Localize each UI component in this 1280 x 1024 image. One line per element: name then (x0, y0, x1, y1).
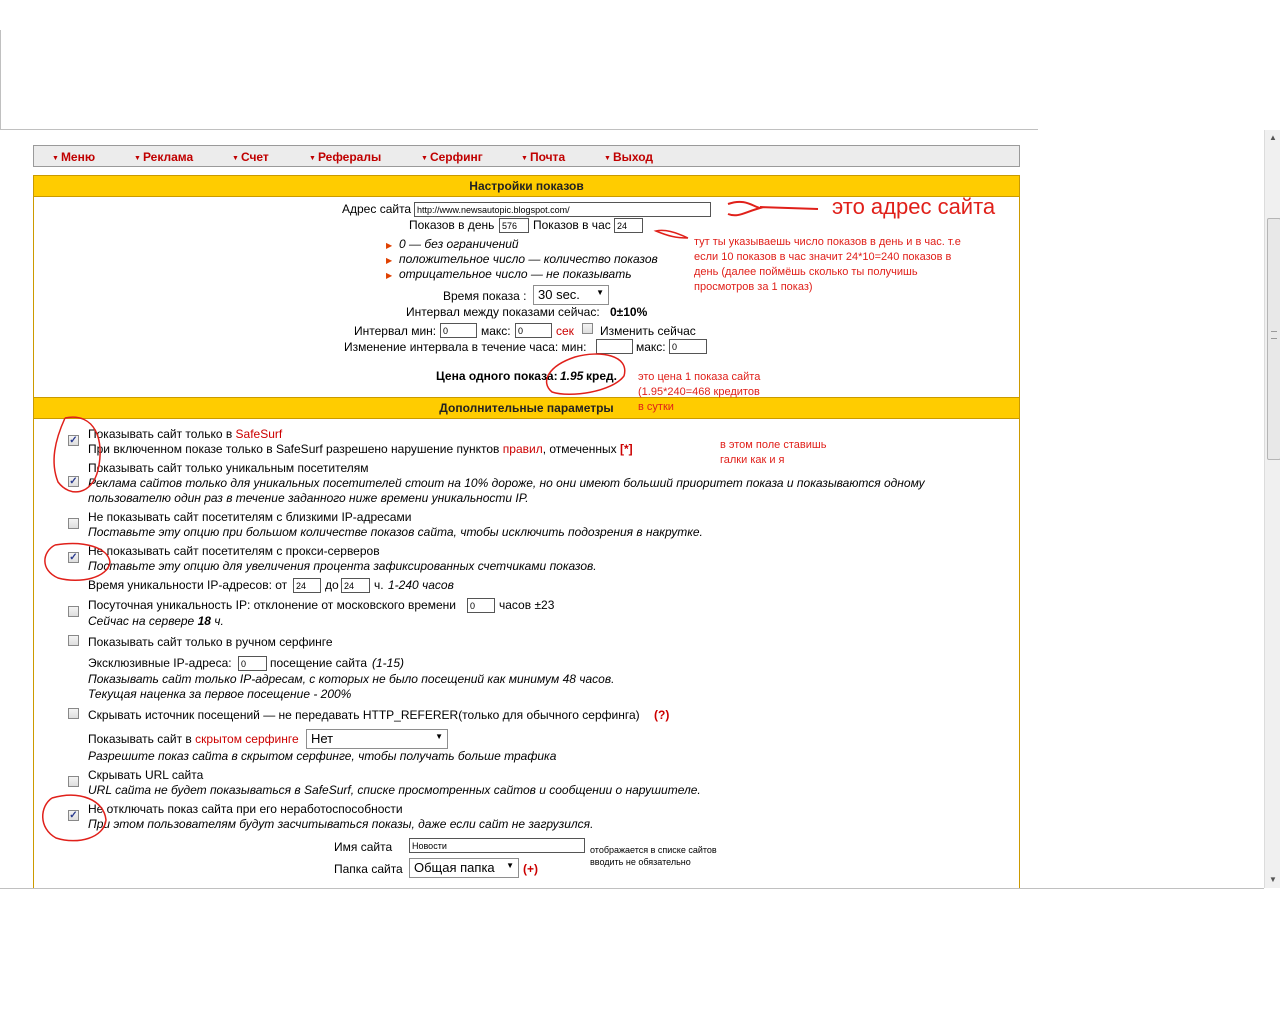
annotation-checks-2: галки как и я (720, 454, 785, 466)
chevron-down-icon: ▼ (596, 288, 604, 297)
close-ip-desc: Поставьте эту опцию при большом количестве показов сайта, чтобы исключить подозрения в накрутке. (88, 525, 703, 539)
interval-max-label: макс: (481, 324, 511, 338)
menu-arrow-icon: ▼ (604, 155, 611, 162)
price-label: Цена одного показа: (436, 369, 558, 383)
uniq-time-range: 1-240 часов (388, 578, 454, 592)
annotation-address: это адрес сайта (832, 194, 996, 219)
proxy-label: Не показывать сайт посетителям с прокси-серверов (88, 544, 380, 558)
menu-label: Счет (240, 150, 269, 164)
annotation-views-3: день (далее поймёшь сколько ты получишь (694, 266, 918, 278)
hide-url-label: Скрывать URL сайта (88, 768, 204, 782)
menu-arrow-icon: ▼ (232, 155, 239, 162)
grip-icon (1271, 331, 1277, 339)
scroll-up-icon[interactable]: ▲ (1269, 133, 1277, 142)
menu-arrow-icon: ▼ (421, 155, 428, 162)
daily-hours: часов ±23 (499, 598, 555, 612)
site-address-label: Адрес сайта (342, 202, 412, 216)
annotation-price-1: это цена 1 показа сайта (638, 371, 761, 383)
site-name-hint2: вводить не обязательно (590, 857, 691, 867)
menu-label: Серфинг (429, 150, 483, 164)
interval-now-value: 0±10% (610, 305, 648, 319)
hidden-surf-desc: Разрешите показ сайта в скрытом серфинге, чтобы получать больше трафика (88, 749, 557, 763)
interval-now-label: Интервал между показами сейчас: (406, 305, 600, 319)
checkbox-circle-2 (45, 544, 110, 581)
per-hour-label: Показов в час (533, 218, 611, 232)
rules-link[interactable]: правил (502, 442, 543, 456)
chevron-down-icon: ▼ (435, 732, 443, 741)
menu-label: Меню (60, 150, 96, 164)
hidden-surf-text: Показывать сайт в (88, 732, 196, 746)
annotation-views-2: если 10 показов в час значит 24*10=240 показов в (694, 251, 952, 263)
unique-visitors-desc1: Реклама сайтов только для уникальных посетителей стоит на 10% дороже, но они имеют больший приоритет показа и показываются одному (88, 476, 925, 490)
hidden-surf-link[interactable]: скрытом серфинге (195, 732, 299, 746)
menu-label: Рефералы (317, 150, 382, 164)
star-mark: [*] (619, 442, 633, 456)
safesurf-desc-text2: , отмеченных (542, 442, 620, 456)
safesurf-link[interactable]: SafeSurf (235, 427, 283, 441)
menu-arrow-icon: ▼ (134, 155, 141, 162)
safesurf-checkbox[interactable]: ✓ (69, 435, 78, 446)
server-time-text: Сейчас на сервере (88, 614, 195, 628)
hide-url-desc: URL сайта не будет показываться в SafeSurf, списке просмотренных сайтов и сообщении о нарушителе. (88, 783, 701, 797)
folder-label: Папка сайта (334, 862, 403, 876)
folder-value: Общая папка (414, 860, 495, 875)
site-name-hint1: отображается в списке сайтов (590, 845, 717, 855)
proxy-checkbox[interactable]: ✓ (69, 552, 78, 563)
no-disable-checkbox[interactable]: ✓ (69, 810, 78, 821)
annotation-views-4: просмотров за 1 показ) (694, 281, 813, 293)
uniq-time-hours: ч. (374, 578, 384, 592)
uniq-time-to-label: до (325, 578, 339, 592)
hide-referer-label: Скрывать источник посещений — не передавать HTTP_REFERER(только для обычного серфинга) (88, 708, 640, 722)
menu-label: Почта (529, 150, 566, 164)
per-day-label: Показов в день (409, 218, 495, 232)
menu-arrow-icon: ▼ (309, 155, 316, 162)
checkbox-circle-1 (54, 417, 100, 492)
exclusive-desc2: Текущая наценка за первое посещение - 200% (88, 687, 352, 701)
price-value: 1.95 (560, 369, 584, 383)
chevron-down-icon: ▼ (506, 861, 514, 870)
exclusive-range: (1-15) (372, 656, 405, 670)
menu-label: Реклама (142, 150, 194, 164)
bullet-icon: ▶ (386, 271, 393, 280)
scroll-down-icon[interactable]: ▼ (1269, 875, 1277, 884)
safesurf-desc-text: При включенном показе только в SafeSurf разрешено нарушение пунктов (88, 442, 503, 456)
hint-positive: положительное число — количество показов (399, 252, 658, 266)
hint-unlimited: 0 — без ограничений (399, 237, 519, 251)
hint-negative: отрицательное число — не показывать (399, 267, 632, 281)
add-folder-link[interactable]: (+) (523, 862, 538, 876)
server-time-hour: 18 (197, 614, 211, 628)
daily-unique-label: Посуточная уникальность IP: отклонение от московского времени (88, 598, 456, 612)
no-disable-label: Не отключать показ сайта при его неработоспособности (88, 802, 403, 816)
server-time-unit: ч. (214, 614, 224, 628)
price-circle (547, 354, 625, 394)
site-name-label: Имя сайта (334, 840, 393, 854)
menu-arrow-icon: ▼ (52, 155, 59, 162)
annotation-price-3: в сутки (638, 401, 674, 413)
checkbox-circle-3 (43, 795, 106, 840)
bullet-icon: ▶ (386, 241, 393, 250)
arrow-to-address (728, 202, 818, 216)
hide-referer-help[interactable]: (?) (654, 708, 670, 722)
interval-hour-max-label: макс: (636, 340, 666, 354)
interval-min-label: Интервал мин: (354, 324, 437, 338)
exclusive-ip-label: Эксклюзивные IP-адреса: (88, 656, 232, 670)
close-ip-label: Не показывать сайт посетителям с близкими IP-адресами (88, 510, 412, 524)
annotation-price-2: (1.95*240=468 кредитов (638, 386, 760, 398)
show-time-label: Время показа : (443, 289, 527, 303)
menu-label: Выход (612, 150, 654, 164)
annotation-checks-1: в этом поле ставишь (720, 439, 827, 451)
arrow-to-views (656, 230, 688, 238)
show-time-value: 30 sec. (538, 287, 580, 302)
bullet-icon: ▶ (386, 256, 393, 265)
section-header-settings: Настройки показов (33, 175, 1020, 197)
menu-arrow-icon: ▼ (521, 155, 528, 162)
seconds-label: сек (556, 324, 574, 338)
uniq-time-label: Время уникальности IP-адресов: от (88, 578, 288, 592)
unique-visitors-desc2: пользователю один раз в течение заданного ниже времени уникальности IP. (88, 491, 529, 505)
manual-surf-label: Показывать сайт только в ручном серфинге (88, 635, 333, 649)
section-header-additional: Дополнительные параметры (33, 397, 1020, 419)
unique-visitors-label: Показывать сайт только уникальным посетителям (88, 461, 369, 475)
vertical-scrollbar[interactable] (1264, 130, 1280, 888)
scroll-thumb[interactable] (1267, 218, 1280, 460)
safesurf-label-text: Показывать сайт только в (88, 427, 236, 441)
interval-hour-label: Изменение интервала в течение часа: мин: (344, 340, 587, 354)
unique-visitors-checkbox[interactable]: ✓ (69, 476, 78, 487)
hidden-surf-value: Нет (311, 731, 334, 746)
annotation-views-1: тут ты указываешь число показов в день и в час. т.е (694, 236, 961, 248)
no-disable-desc: При этом пользователям будут засчитываться показы, даже если сайт не загрузился. (88, 817, 594, 831)
exclusive-visit-label: посещение сайта (270, 656, 368, 670)
change-now-label: Изменить сейчас (600, 324, 696, 338)
proxy-desc: Поставьте эту опцию для увеличения процента зафиксированных счетчиками показов. (88, 559, 597, 573)
price-unit: кред. (586, 369, 617, 383)
exclusive-desc1: Показывать сайт только IP-адресам, с которых не было посещений как минимум 48 часов. (88, 672, 615, 686)
